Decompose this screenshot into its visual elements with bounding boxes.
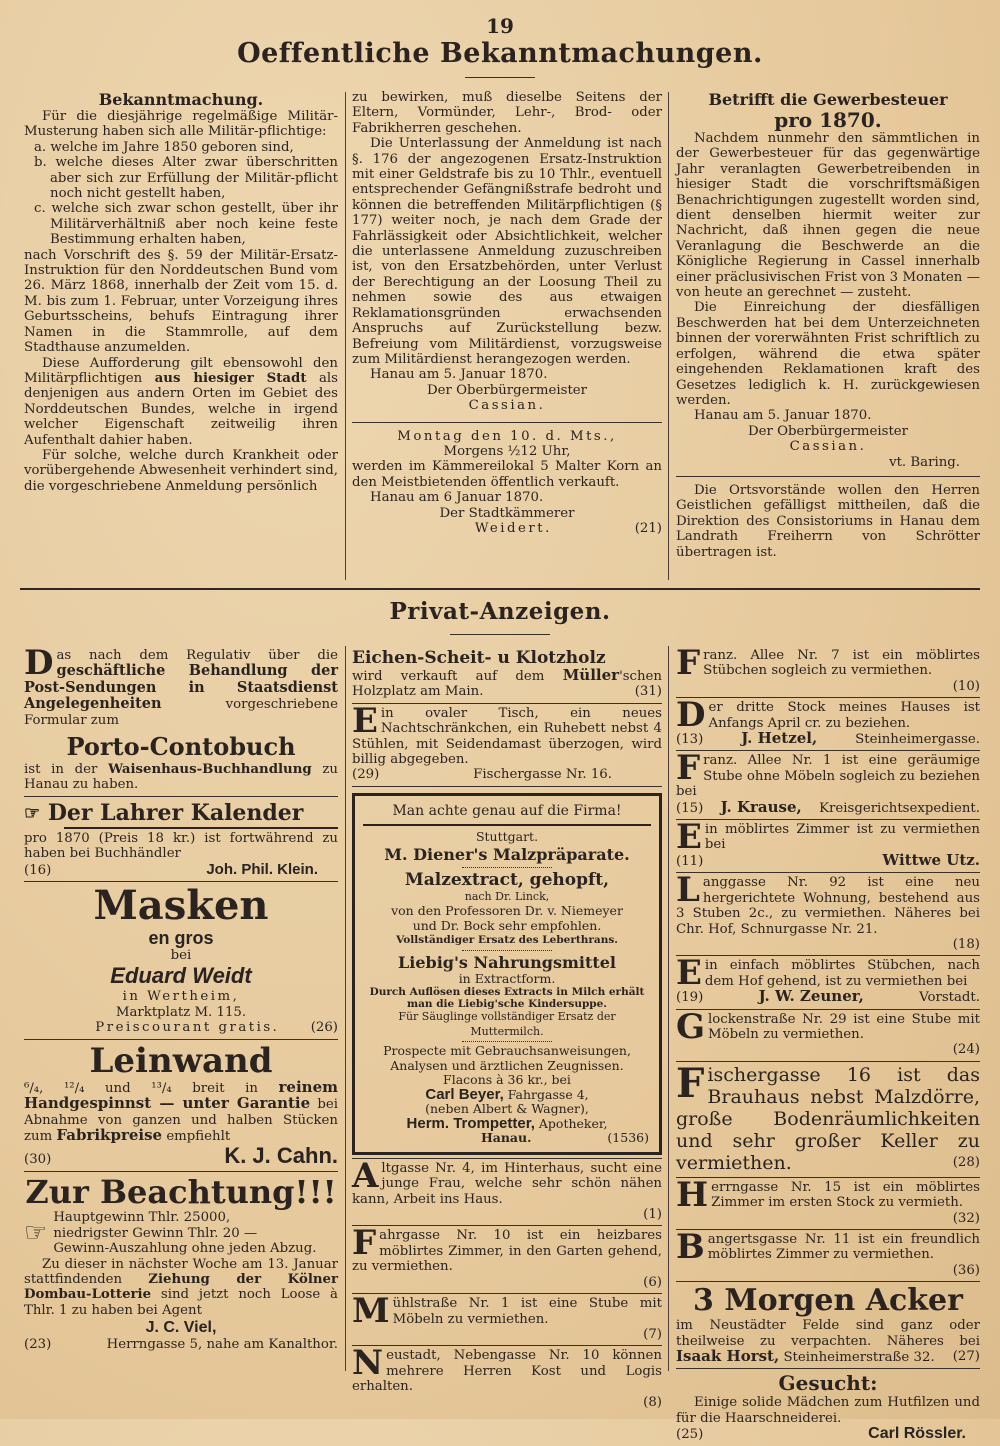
ad-leinwand — [24, 1039, 338, 1172]
divider — [352, 422, 662, 423]
notice-grain-sale — [352, 429, 662, 537]
ad-footer-row — [352, 1327, 662, 1342]
sale-time: Morgens ½12 Uhr, — [443, 443, 571, 459]
ad-number: (25) — [676, 1427, 704, 1443]
notice-signer: Cassian. — [468, 398, 546, 414]
ad-seller: J. Krause, — [720, 797, 802, 816]
ad-text: Flacons à 36 kr., bei — [443, 1072, 571, 1088]
page-number: 19 — [486, 14, 514, 38]
drop-cap: L — [676, 870, 700, 911]
ad-text: Analysen und ärztlichen Zeugnissen. — [390, 1057, 624, 1073]
ad-seller-note: Vorstadt. — [919, 990, 980, 1006]
ad-number: (31) — [634, 684, 662, 700]
notice-heading: Bekanntmachung. — [98, 90, 264, 109]
ad-text: lockenstraße Nr. 29 ist eine Stube mit Möbeln zu vermiethen. — [708, 1011, 980, 1042]
ad-text: Durch Auflösen dieses Extracts in Milch erhält — [369, 986, 645, 999]
ad-footer-row — [676, 679, 980, 694]
ad-footer-row — [352, 1207, 662, 1222]
ad-text: ühlstraße Nr. 1 ist eine Stube mit Möbeln zu vermiethen. — [392, 1296, 662, 1327]
private-section-title: Privat-Anzeigen. — [389, 598, 611, 625]
ad-tisch — [352, 700, 662, 786]
notice-military-muster — [24, 90, 338, 494]
ad-text: errngasse Nr. 15 ist ein möblirtes Zimmer im ersten Stock zu vermieth. — [711, 1179, 980, 1211]
column-divider — [345, 92, 346, 580]
ad-seller-note: Steinheimergasse. — [855, 732, 980, 748]
section-divider — [20, 588, 980, 590]
ad-number: (30) — [24, 1152, 52, 1168]
ad-footer-row — [676, 850, 980, 869]
ad-seller: J. C. Viel, — [145, 1319, 217, 1337]
small-ads-list — [352, 1155, 662, 1413]
small-ad — [676, 872, 980, 955]
ad-text: in Extractform. — [458, 970, 556, 986]
small-ad — [676, 750, 980, 819]
ad-number: (10) — [952, 678, 980, 694]
ad-number: (23) — [24, 1337, 52, 1353]
ad-number: (28) — [952, 1154, 980, 1170]
ad-text: in möblirtes Zimmer ist zu vermiethen bei — [704, 822, 980, 853]
official-section-title: Oeffentliche Bekanntmachungen. — [237, 38, 763, 69]
pointing-hand-icon: ☞ — [24, 802, 41, 824]
ad-address: Herrngasse 5, nahe am Kanalthor. — [106, 1337, 338, 1353]
ad-number: (11) — [676, 853, 704, 869]
small-ad — [352, 1225, 662, 1293]
ad-footer-row — [352, 1395, 662, 1410]
drop-cap: G — [676, 1006, 706, 1047]
ad-text: Hauptgewinn Thlr. 25000, — [53, 1210, 231, 1226]
notice-intro: Für die diesjährige regelmäßige Militär-Musterung haben sich alle Militär-pflichtige: — [24, 109, 338, 140]
ad-text: nach Dr. Linck, — [464, 889, 550, 903]
ornament-divider — [462, 867, 552, 868]
ad-headline: Gesucht: — [778, 1371, 878, 1396]
notice-paragraph: zu bewirken, muß dieselbe Seitens der Eltern, Vormünder, Lehr-, Brod- oder Fabrikherren geschehen. — [352, 90, 662, 136]
text: bei Abnahme von ganzen und halben Stücken zum — [24, 1097, 339, 1144]
ad-address: Steinheimerstraße 32. — [783, 1350, 935, 1365]
notice-office: Der Oberbürgermeister — [426, 382, 588, 398]
ad-brauhaus — [676, 1061, 980, 1177]
ad-text: Für Säuglinge vollständiger Ersatz der Muttermilch. — [398, 1010, 616, 1038]
ad-subheadline: en gros — [148, 928, 214, 949]
ad-number: (24) — [952, 1042, 980, 1058]
ad-footer-row — [676, 1042, 980, 1057]
ad-headline: Der Lahrer Kalender — [47, 799, 304, 826]
ad-seller: Carl Rössler. — [868, 1425, 966, 1443]
notice-item: a. welche im Jahre 1850 geboren sind, — [34, 139, 294, 155]
ad-number: (16) — [24, 862, 52, 878]
ad-text: Gewinn-Auszahlung ohne jeden Abzug. — [53, 1241, 317, 1257]
ad-text: er dritte Stock meines Hauses ist Anfangs April cr. zu beziehen. — [708, 700, 980, 731]
ad-headline: Eichen-Scheit- u Klotzholz — [352, 648, 606, 668]
small-ad — [676, 955, 980, 1008]
title-rule — [465, 77, 535, 78]
small-ad — [676, 1174, 980, 1229]
ad-footer-row — [676, 989, 980, 1005]
notice-item: b. welche dieses Alter zwar überschritten aber sich zur Erfüllung der Militär-pflicht noch nicht gestellt haben, — [34, 155, 338, 202]
ad-number: (13) — [676, 732, 704, 748]
small-ad — [352, 1155, 662, 1226]
ad-text: ischergasse 16 ist das Brauhaus nebst Malzdörre, große Bodenräumlichkeiten und sehr großer Keller zu vermiethen. — [676, 1063, 980, 1174]
text: as nach dem Regulativ über die — [56, 648, 338, 663]
ad-seller: Joh. Phil. Klein. — [206, 860, 318, 878]
ad-acker — [676, 1281, 980, 1368]
drop-cap: E — [352, 700, 378, 741]
ad-number: (15) — [676, 800, 704, 816]
ad-text: in einfach möblirtes Stübchen, nach dem Hof gehend, ist zu vermiethen bei — [704, 958, 980, 989]
ad-text: im Neustädter Felde sind ganz oder theilweise zu verpachten. Näheres bei — [676, 1318, 980, 1349]
drop-cap: F — [676, 643, 701, 683]
notice-item-list — [24, 140, 338, 248]
small-ads-list — [676, 1174, 980, 1281]
drop-cap: F — [676, 748, 701, 789]
ad-text: und Dr. Bock sehr empfohlen. — [412, 917, 602, 933]
drop-cap: F — [676, 1059, 705, 1107]
drop-cap: E — [676, 953, 702, 994]
bold-text: reinem Handgespinnst — unter Garantie — [24, 1077, 338, 1113]
ornament-divider — [462, 950, 552, 951]
ad-headline: Porto-Contobuch — [66, 732, 296, 762]
ad-text: Preiscourant gratis. — [95, 1020, 280, 1036]
notice-heading-year: pro 1870. — [774, 108, 882, 132]
small-ad — [676, 1226, 980, 1281]
small-ad — [676, 1006, 980, 1061]
notice-heading: Betrifft die Gewerbesteuer — [708, 90, 948, 109]
ad-porto-contobuch — [24, 643, 338, 796]
ad-gesucht — [676, 1368, 980, 1445]
sale-text: werden im Kämmereilokal 5 Malter Korn an den Meistbietenden öffentlich verkauft. — [352, 459, 662, 490]
ad-seller: Eduard Weidt — [110, 963, 252, 989]
ad-text: Prospecte mit Gebrauchsanweisungen, — [383, 1043, 631, 1059]
ad-text: in ovaler Tisch, ein neues Nachtschränkchen, ein Ruhebett nebst 4 Stühlen, mit Seidendamast überzogen, wird billig abgegeben. — [352, 705, 662, 768]
sale-signature-row — [352, 521, 662, 536]
drop-cap: B — [676, 1226, 705, 1267]
notice-trade-tax — [676, 90, 980, 560]
ad-seller: Isaak Horst, — [676, 1347, 780, 1365]
divider — [64, 827, 338, 829]
ad-product: Malzextract, gehopft, — [404, 869, 610, 890]
ad-text: (neben Albert & Wagner), — [425, 1101, 589, 1117]
ad-number: (1) — [643, 1207, 662, 1223]
notice-item: c. welche sich zwar schon gestellt, über ihr Militärverhältniß aber noch keine feste Bestimmung erhalten haben, — [34, 201, 338, 248]
ad-number: (19) — [676, 990, 704, 1006]
ad-malzpraeparate — [352, 786, 662, 1158]
ad-address: Marktplatz M. 115. — [115, 1004, 247, 1020]
drop-cap: N — [352, 1343, 384, 1384]
ad-text: bei — [170, 948, 192, 964]
ad-number: (8) — [643, 1394, 662, 1410]
column-divider — [668, 92, 669, 580]
sale-date-line: Hanau am 6 Januar 1870. — [370, 490, 544, 506]
ad-holz — [352, 646, 662, 703]
ad-seller-note: Kreisgerichtsexpedient. — [819, 800, 980, 816]
ad-product: Liebig's Nahrungsmittel — [398, 952, 616, 972]
small-ad — [352, 1293, 662, 1345]
drop-cap: E — [676, 817, 702, 858]
drop-cap: D — [24, 643, 54, 683]
bold-text: Müller — [562, 666, 620, 684]
ad-footer-row — [676, 1263, 980, 1278]
sale-office: Der Stadtkämmerer — [439, 505, 575, 521]
ad-headline: 3 Morgen Acker — [693, 1283, 963, 1319]
drop-cap: F — [352, 1223, 377, 1264]
ad-footer-row — [676, 797, 980, 816]
ad-number: (36) — [952, 1262, 980, 1278]
column-divider — [345, 646, 346, 1371]
bold-text: Ziehung der Kölner Dombau-Lotterie — [24, 1271, 339, 1303]
bold-text: aus hiesiger Stadt — [154, 370, 307, 386]
small-ad — [676, 697, 980, 750]
ad-number: (29) — [352, 767, 380, 783]
small-ad — [676, 643, 980, 697]
divider — [676, 476, 980, 477]
ad-seller: Wittwe Utz. — [882, 850, 980, 869]
ad-footer-row — [676, 937, 980, 952]
notice-office: Der Oberbürgermeister — [747, 423, 909, 439]
ad-address: Fahrgasse 4, — [507, 1086, 589, 1102]
small-ad — [676, 819, 980, 872]
notice-paragraph: Nachdem nunmehr den sämmtlichen in der Gewerbesteuer für das gegenwärtige Jahr veranlagten Gewerbetreibenden in hiesiger Stadt die vorschriftsmäßigen Benachrichtigungen zugestellt worden sind, dient denselben hiermit weiter zur Nachricht, daß ihnen gegen die neue Veranlagung die Beschwerde an die Königliche Regierung in Cassel innerhalb einer präclusivischen Frist von 3 Monaten — von heute an gerechnet — zusteht. — [676, 131, 980, 301]
notice-paragraph: Die Einreichung der diesfälligen Beschwerden hat bei dem Unterzeichneten binnen der vorerwähnten Frist schriftlich zu erfolgen, während die etwa später eingehenden Reklamationen kraft des Gesetzes lediglich k. H. zurückgewiesen werden. — [676, 300, 980, 408]
text: empfiehlt — [166, 1128, 231, 1144]
ad-text: Apotheker, — [538, 1115, 608, 1131]
bold-text: geschäftliche Behandlung der Post-Sendungen in Staatsdienst Angelegenheiten — [24, 662, 338, 713]
ad-text: von den Professoren Dr. v. Niemeyer — [391, 903, 623, 919]
text: Zu dieser in nächster Woche am 13. Januar stattfindenden — [24, 1256, 338, 1287]
notice-paragraph: nach Vorschrift des §. 59 der Militär-Ersatz-Instruktion für den Norddeutschen Bund vom 26. März 1868, innerhalb der Zeit vom 15. d. M. bis zum 1. Februar, unter Vorzeigung ihres Geburtsscheins, behufs Eintragung ihrer Namen in die Stammrolle, auf dem Stadthause anzumelden. — [24, 247, 338, 356]
ad-text: pro 1870 (Preis 18 kr.) ist fortwährend zu haben bei Buchhändler — [24, 830, 338, 862]
title-rule — [450, 634, 550, 635]
ad-seller: J. Hetzel, — [741, 729, 818, 748]
ad-lotterie — [24, 1171, 338, 1355]
ornament-divider — [462, 1041, 552, 1042]
sale-signer: Weidert. — [474, 520, 552, 536]
ad-city: in Wertheim, — [122, 989, 240, 1005]
ad-number: (6) — [643, 1274, 662, 1290]
ad-address: Fischergasse Nr. 16. — [473, 767, 612, 783]
ad-headline: Zur Beachtung!!! — [25, 1173, 337, 1212]
notice-date: Hanau am 5. Januar 1870. — [694, 408, 872, 424]
text: sind jetzt noch Loose à Thlr. 1 zu haben bei Agent — [24, 1287, 338, 1318]
text: zu Hanau zu haben. — [24, 762, 338, 793]
small-ads-list — [676, 643, 980, 1061]
text: ist in der — [24, 762, 98, 778]
ad-number: (32) — [952, 1210, 980, 1226]
ad-text: ranz. Allee Nr. 1 ist eine geräumige Stube ohne Möbeln sogleich zu beziehen bei — [676, 753, 980, 800]
column-divider — [668, 646, 669, 1371]
notice-paragraph — [24, 356, 338, 448]
ad-seller: Herm. Trompetter, — [406, 1114, 535, 1132]
ad-number: (21) — [634, 520, 662, 536]
ad-text: ranz. Allee Nr. 7 ist ein möblirtes Stübchen sogleich zu vermiethen. — [703, 648, 980, 679]
drop-cap: M — [352, 1291, 390, 1332]
ad-seller: J. W. Zeuner, — [758, 987, 864, 1006]
drop-cap: A — [352, 1155, 379, 1196]
notice-paragraph: Für solche, welche durch Krankheit oder vorübergehende Abwesenheit verhindert sind, die vorgeschriebene Anmeldung persönlich — [24, 447, 338, 494]
notice-deputy: vt. Baring. — [889, 454, 960, 470]
drop-cap: D — [676, 695, 706, 736]
ad-footer-row — [676, 731, 980, 747]
ad-headline: Leinwand — [89, 1040, 273, 1081]
text: 'schen Holzplatz am Main. — [352, 669, 662, 700]
notice-signer: Cassian. — [789, 439, 867, 455]
ad-city: Hanau. — [480, 1130, 532, 1146]
private-column-1 — [24, 643, 339, 1356]
ad-text: ltgasse Nr. 4, im Hinterhaus, sucht eine junge Frau, welche sehr schön nähen kann, Arbeit ins Haus. — [352, 1160, 662, 1207]
private-column-2 — [352, 646, 662, 1413]
private-column-3 — [676, 643, 980, 1446]
ad-text: niedrigster Gewinn Thlr. 20 — — [53, 1225, 258, 1241]
drop-cap: H — [676, 1174, 709, 1215]
ad-prize-lines — [24, 1210, 338, 1256]
ad-lahrer-kalender — [24, 796, 338, 881]
ad-number: (27) — [952, 1349, 980, 1364]
ad-number: (18) — [952, 936, 980, 952]
ad-headline: Masken — [93, 882, 269, 930]
ad-number: (7) — [643, 1326, 662, 1342]
pointing-hand-icon: ☞ — [24, 1218, 48, 1249]
ad-text: Vollständiger Ersatz des Leberthrans. — [396, 934, 618, 947]
ad-text: man die Liebig'sche Kindersuppe. — [407, 998, 607, 1011]
ad-text: eustadt, Nebengasse Nr. 10 können mehrere Herren Kost und Logis erhalten. — [352, 1348, 662, 1395]
sale-date: Montag den 10. d. Mts., — [397, 428, 617, 444]
text: wird verkauft auf dem — [352, 669, 545, 684]
notice-military-muster-continued — [352, 90, 662, 536]
ad-seller: K. J. Cahn. — [224, 1143, 338, 1169]
ad-masken — [24, 881, 338, 1039]
text: vorgeschriebene Formular zum — [24, 697, 338, 728]
text: als denjenigen aus andern Orten im Gebiet des Norddeutschen Bundes, welche in irgend welcher Eigenschaft zeitweilig ihren Aufenthalt dahier haben. — [24, 370, 338, 448]
ad-city: Stuttgart. — [475, 829, 539, 845]
ad-box-title: Man achte genau auf die Firma! — [363, 800, 651, 827]
ad-seller: Carl Beyer, — [425, 1085, 504, 1103]
bold-text: Fabrikpreise — [56, 1125, 163, 1144]
ad-footer-row — [352, 1275, 662, 1290]
text: ⁶/₄, ¹²/₄ und ¹³/₄ breit in — [24, 1080, 258, 1096]
bold-text: Waisenhaus-Buchhandlung — [108, 762, 312, 778]
ad-text: angertsgasse Nr. 11 ist ein freundlich möblirtes Zimmer zu vermiethen. — [707, 1231, 980, 1263]
ad-number: (1536) — [607, 1130, 649, 1146]
notice-consistory: Die Ortsvorstände wollen den Herren Geistlichen gefälligst mittheilen, daß die Direktion des Consistoriums in Hanau dem Landrath Freiherrn von Schrötter übertragen ist. — [676, 482, 980, 560]
ad-box — [352, 793, 662, 1155]
notice-date: Hanau am 5. Januar 1870. — [370, 367, 548, 383]
ad-brand: M. Diener's Malzpräparate. — [384, 844, 630, 864]
ad-footer-row — [676, 1211, 980, 1226]
ad-number: (26) — [310, 1020, 338, 1036]
text: Diese Aufforderung gilt ebensowohl den Militärpflichtigen — [24, 355, 338, 386]
ad-text: Einige solide Mädchen zum Hutfilzen und für die Haarschneiderei. — [676, 1395, 980, 1426]
ad-text: anggasse Nr. 92 ist eine neu hergerichtete Wohnung, bestehend aus 3 Stuben 2c., zu vermiethen. Näheres bei Chr. Hof, Schnurgasse Nr. 21. — [676, 875, 980, 937]
ad-text: ahrgasse Nr. 10 ist ein heizbares möblirtes Zimmer, in den Garten gehend, zu vermiethen. — [352, 1228, 662, 1275]
small-ad — [352, 1345, 662, 1413]
notice-paragraph: Die Unterlassung der Anmeldung ist nach §. 176 der angezogenen Ersatz-Instruktion mit einer Geldstrafe bis zu 10 Thlr., eventuell entsprechender Gefängnißstrafe bedroht und können die betreffenden Militärpflichtigen (§ 177) weiter noch, je nach dem Grade der Fahrlässigkeit oder Absichtlichkeit, welcher die unterlassene Anmeldung zuzuschreiben ist, von den Ersatzbehörden, unter Verlust der Berechtigung an der Loosung Theil zu nehmen sowie des aus etwaigen Reklamationsgründen erwachsenden Anspruchs auf Zurückstellung bezw. Befreiung vom Militärdienst, vorzugsweise zum Militärdienst herangezogen werden. — [352, 136, 662, 367]
